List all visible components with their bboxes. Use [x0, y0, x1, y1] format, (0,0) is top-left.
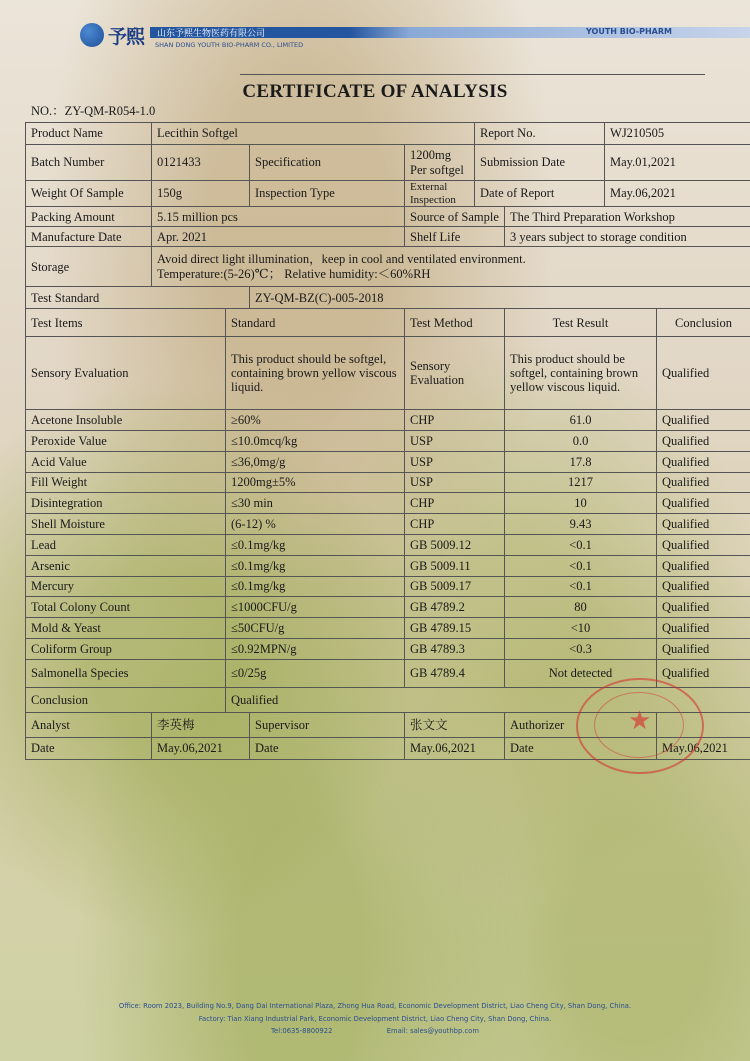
- test-item: Salmonella Species: [26, 659, 226, 687]
- test-standard: ≤0/25g: [226, 659, 405, 687]
- table-row: [26, 227, 750, 247]
- test-standard: ≤50CFU/g: [226, 618, 405, 639]
- sensory-result: This product should be softgel, containing brown yellow viscous liquid.: [505, 337, 657, 410]
- analysis-table: [25, 122, 750, 760]
- test-standard: ≤1000CFU/g: [226, 597, 405, 618]
- test-standard: ≤0.1mg/kg: [226, 576, 405, 597]
- test-method: CHP: [405, 410, 505, 431]
- logo-text: 予熙: [108, 26, 145, 48]
- test-method: GB 5009.17: [405, 576, 505, 597]
- spec-value: 1200mg Per softgel: [405, 145, 475, 181]
- test-standard-value: ZY-QM-BZ(C)-005-2018: [250, 287, 750, 309]
- supervisor-label: Supervisor: [250, 712, 405, 737]
- shelf-life-label: Shelf Life: [405, 227, 505, 247]
- table-row: [26, 555, 750, 576]
- packing-label: Packing Amount: [26, 207, 152, 227]
- test-standard: ≤0.92MPN/g: [226, 639, 405, 660]
- mfg-label: Manufacture Date: [26, 227, 152, 247]
- authorizer-label: Authorizer: [505, 712, 657, 737]
- test-conclusion: Qualified: [657, 576, 750, 597]
- overall-conclusion-label: Conclusion: [26, 687, 226, 712]
- test-conclusion: Qualified: [657, 555, 750, 576]
- table-row: [26, 639, 750, 660]
- table-row: [26, 618, 750, 639]
- test-conclusion: Qualified: [657, 639, 750, 660]
- test-conclusion: Qualified: [657, 410, 750, 431]
- report-date-label: Date of Report: [475, 181, 605, 207]
- table-row: [26, 123, 750, 145]
- table-row: [26, 410, 750, 431]
- test-result: <0.1: [505, 555, 657, 576]
- test-method: CHP: [405, 514, 505, 535]
- test-result: <0.3: [505, 639, 657, 660]
- submission-label: Submission Date: [475, 145, 605, 181]
- company-name-cn: 山东予熙生物医药有限公司: [157, 29, 266, 39]
- test-standard: ≤0.1mg/kg: [226, 535, 405, 556]
- packing-value: 5.15 million pcs: [152, 207, 405, 227]
- sensory-method: Sensory Evaluation: [405, 337, 505, 410]
- test-result: 9.43: [505, 514, 657, 535]
- table-row: [26, 493, 750, 514]
- test-conclusion: Qualified: [657, 535, 750, 556]
- test-conclusion: Qualified: [657, 618, 750, 639]
- col-test-method: Test Method: [405, 309, 505, 337]
- test-result: 1217: [505, 472, 657, 493]
- test-conclusion: Qualified: [657, 659, 750, 687]
- product-name-value: Lecithin Softgel: [152, 123, 475, 145]
- analyst-label: Analyst: [26, 712, 152, 737]
- batch-value: 0121433: [152, 145, 250, 181]
- test-item: Fill Weight: [26, 472, 226, 493]
- brand-name: YOUTH BIO-PHARM: [586, 27, 672, 36]
- test-standard: (6-12) %: [226, 514, 405, 535]
- test-method: GB 4789.3: [405, 639, 505, 660]
- analyst-signature: 李英梅: [152, 712, 250, 737]
- table-row: [26, 181, 750, 207]
- page-title: CERTIFICATE OF ANALYSIS: [242, 81, 508, 102]
- test-result: <10: [505, 618, 657, 639]
- col-conclusion: Conclusion: [657, 309, 750, 337]
- table-row: [26, 431, 750, 452]
- overall-conclusion-value: Qualified: [226, 687, 750, 712]
- test-method: USP: [405, 431, 505, 452]
- seal-star-icon: ★: [628, 706, 652, 736]
- source-label: Source of Sample: [405, 207, 505, 227]
- test-conclusion: Qualified: [657, 472, 750, 493]
- report-date-value: May.06,2021: [605, 181, 750, 207]
- test-result: 17.8: [505, 451, 657, 472]
- authorizer-date: May.06,2021: [657, 737, 750, 759]
- weight-value: 150g: [152, 181, 250, 207]
- col-test-items: Test Items: [26, 309, 226, 337]
- report-no-value: WJ210505: [605, 123, 750, 145]
- test-standard: ≤0.1mg/kg: [226, 555, 405, 576]
- test-standard-label: Test Standard: [26, 287, 250, 309]
- footer-tel: Tel:0635-8800922: [271, 1027, 333, 1035]
- table-row: [26, 535, 750, 556]
- inspection-type-value: External Inspection: [405, 181, 475, 207]
- test-item: Arsenic: [26, 555, 226, 576]
- report-no-label: Report No.: [475, 123, 605, 145]
- table-row: [26, 247, 750, 287]
- analyst-date: May.06,2021: [152, 737, 250, 759]
- test-method: CHP: [405, 493, 505, 514]
- test-conclusion: Qualified: [657, 514, 750, 535]
- test-standard: ≤30 min: [226, 493, 405, 514]
- test-conclusion: Qualified: [657, 493, 750, 514]
- sensory-row: [26, 337, 750, 410]
- test-item: Disintegration: [26, 493, 226, 514]
- table-row: [26, 207, 750, 227]
- table-row: [26, 145, 750, 181]
- letterhead: [0, 0, 750, 62]
- test-item: Acetone Insoluble: [26, 410, 226, 431]
- footer-email: Email: sales@youthbp.com: [386, 1027, 479, 1035]
- test-standard: 1200mg±5%: [226, 472, 405, 493]
- table-row: [26, 472, 750, 493]
- test-method: GB 4789.4: [405, 659, 505, 687]
- source-value: The Third Preparation Workshop: [505, 207, 750, 227]
- test-method: USP: [405, 472, 505, 493]
- test-result: 80: [505, 597, 657, 618]
- test-result: Not detected: [505, 659, 657, 687]
- company-seal: [576, 678, 704, 774]
- test-result: <0.1: [505, 535, 657, 556]
- test-conclusion: Qualified: [657, 451, 750, 472]
- test-item: Acid Value: [26, 451, 226, 472]
- test-result: 61.0: [505, 410, 657, 431]
- product-name-label: Product Name: [26, 123, 152, 145]
- test-method: GB 5009.11: [405, 555, 505, 576]
- test-item: Total Colony Count: [26, 597, 226, 618]
- test-standard: ≥60%: [226, 410, 405, 431]
- shelf-life-value: 3 years subject to storage condition: [505, 227, 750, 247]
- weight-label: Weight Of Sample: [26, 181, 152, 207]
- table-row: [26, 576, 750, 597]
- test-conclusion: Qualified: [657, 597, 750, 618]
- test-method: GB 5009.12: [405, 535, 505, 556]
- sensory-standard: This product should be softgel, containing brown yellow viscous liquid.: [226, 337, 405, 410]
- analyst-date-cell: Date: [26, 737, 152, 759]
- authorizer-date-label: Date: [505, 737, 657, 759]
- table-row: [26, 451, 750, 472]
- column-header-row: [26, 309, 750, 337]
- test-item: Lead: [26, 535, 226, 556]
- storage-label: Storage: [26, 247, 152, 287]
- company-logo-icon: [80, 23, 104, 47]
- submission-value: May.01,2021: [605, 145, 750, 181]
- document-number: NO.：ZY-QM-R054-1.0: [31, 104, 156, 118]
- col-standard: Standard: [226, 309, 405, 337]
- test-item: Peroxide Value: [26, 431, 226, 452]
- storage-value: Avoid direct light illumination，keep in cool and ventilated environment. Temperature:(5-26)℃； Relative humidity:＜60%RH: [152, 247, 750, 287]
- test-standard: ≤10.0mcq/kg: [226, 431, 405, 452]
- sensory-item: Sensory Evaluation: [26, 337, 226, 410]
- table-row: [26, 597, 750, 618]
- footer-contact: [0, 1027, 750, 1035]
- test-item: Mercury: [26, 576, 226, 597]
- footer-office: Office: Room 2023, Building No.9, Dang Dai International Plaza, Zhong Hua Road, Economic Development District, Liao Cheng City, Shan Dong, China.: [118, 1002, 632, 1010]
- test-rows: [26, 410, 750, 688]
- sensory-conclusion: Qualified: [657, 337, 750, 410]
- test-item: Mold & Yeast: [26, 618, 226, 639]
- test-method: GB 4789.15: [405, 618, 505, 639]
- inspection-type-label: Inspection Type: [250, 181, 405, 207]
- test-conclusion: Qualified: [657, 431, 750, 452]
- supervisor-signature: 张文文: [405, 712, 505, 737]
- header-rule: [240, 74, 705, 75]
- test-result: <0.1: [505, 576, 657, 597]
- test-method: USP: [405, 451, 505, 472]
- company-name-en: SHAN DONG YOUTH BIO-PHARM CO., LIMITED: [155, 41, 304, 49]
- supervisor-date-label: Date: [250, 737, 405, 759]
- test-result: 0.0: [505, 431, 657, 452]
- spec-label: Specification: [250, 145, 405, 181]
- table-row: [26, 514, 750, 535]
- test-method: GB 4789.2: [405, 597, 505, 618]
- col-test-result: Test Result: [505, 309, 657, 337]
- test-item: Shell Moisture: [26, 514, 226, 535]
- test-result: 10: [505, 493, 657, 514]
- test-item: Coliform Group: [26, 639, 226, 660]
- supervisor-date: May.06,2021: [405, 737, 505, 759]
- mfg-value: Apr. 2021: [152, 227, 405, 247]
- batch-label: Batch Number: [26, 145, 152, 181]
- footer-factory: Factory: Tian Xiang Industrial Park, Economic Development District, Liao Cheng City, Shan Dong, China.: [198, 1015, 552, 1023]
- test-standard: ≤36,0mg/g: [226, 451, 405, 472]
- table-row: [26, 287, 750, 309]
